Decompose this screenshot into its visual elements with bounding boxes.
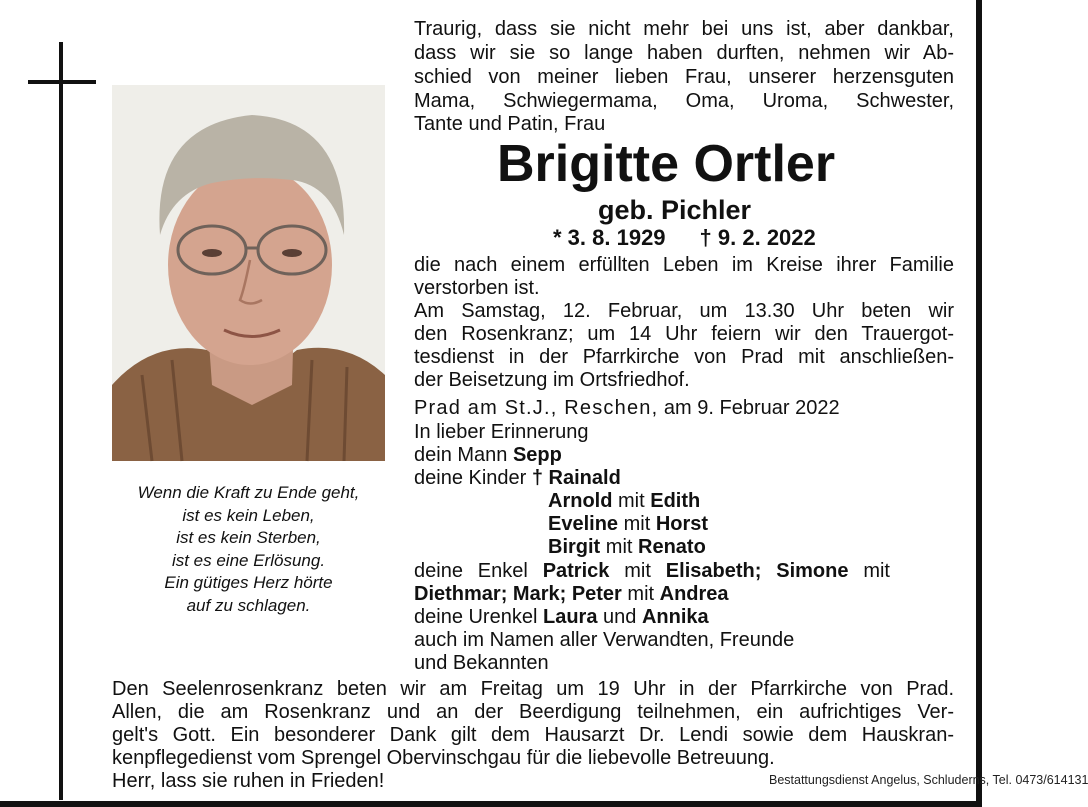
husband-label: dein Mann — [414, 444, 508, 466]
and-word: und — [603, 606, 637, 628]
cross-horizontal-bar — [28, 80, 96, 84]
closing-line: Den Seelenrosenkranz beten wir am Freitag um 19 Uhr in der Pfarrkirche von Prad. — [112, 678, 954, 700]
intro-line: Traurig, dass sie nicht mehr bei uns ist, aber dankbar, — [414, 18, 954, 40]
poem-line: ist es eine Erlösung. — [171, 550, 326, 570]
child-line — [548, 536, 706, 559]
relatives-line: auch im Namen aller Verwandten, Freunde — [414, 629, 795, 651]
child-name: Eveline — [548, 513, 619, 535]
notice-line: verstorben ist. — [414, 277, 540, 299]
service-line: den Rosenkranz; um 14 Uhr feiern wir den Trauergot- — [414, 323, 954, 345]
remembrance-intro: In lieber Erinnerung — [414, 421, 589, 443]
with-word: mit — [618, 490, 645, 512]
memorial-poem — [112, 482, 385, 617]
child-name: † Rainald — [531, 467, 621, 489]
service-line: Am Samstag, 12. Februar, um 13.30 Uhr beten wir — [414, 300, 954, 322]
grandchildren-label: deine Enkel — [414, 560, 528, 582]
poem-line: Wenn die Kraft zu Ende geht, — [137, 483, 360, 502]
with-word: mit — [623, 513, 651, 535]
funeral-home-credit: Bestattungsdienst Angelus, Schluderns, Tel. 0473/614131 — [769, 773, 1088, 787]
with-word: mit — [624, 560, 651, 582]
child-partner: Horst — [655, 513, 709, 535]
child-name: Birgit — [548, 536, 601, 558]
notice-date: am 9. Februar 2022 — [663, 397, 840, 419]
grandchild-name: Andrea — [659, 583, 729, 605]
great-grandchildren-label: deine Urenkel — [414, 606, 538, 628]
birth-date: * 3. 8. 1929 — [553, 225, 666, 250]
portrait-photo — [112, 85, 385, 461]
intro-line: dass wir sie so lange haben durften, nehmen wir Ab- — [414, 42, 954, 64]
husband-line — [414, 444, 562, 467]
cross-vertical-bar — [59, 42, 63, 800]
with-word: mit — [863, 560, 890, 582]
child-name: Arnold — [548, 490, 613, 512]
great-grandchild-name: Laura — [542, 606, 598, 628]
poem-line: ist es kein Sterben, — [176, 528, 321, 547]
service-line: tesdienst in der Pfarrkirche von Prad mit anschließen- — [414, 346, 954, 368]
great-grandchildren-line — [414, 606, 709, 629]
husband-name: Sepp — [512, 444, 562, 466]
death-date: † 9. 2. 2022 — [699, 225, 816, 250]
grandchild-name: Diethmar; Mark; Peter — [414, 583, 622, 605]
closing-line: Herr, lass sie ruhen in Frieden! — [112, 770, 385, 792]
great-grandchild-name: Annika — [641, 606, 709, 628]
intro-line: Tante und Patin, Frau — [414, 113, 606, 135]
intro-line: schied von meiner lieben Frau, unserer herzensguten — [414, 66, 954, 88]
grandchildren-line — [414, 560, 890, 583]
relatives-line: und Bekannten — [414, 652, 549, 674]
children-label: deine Kinder — [414, 467, 527, 489]
notice-line: die nach einem erfüllten Leben im Kreise ihrer Familie — [414, 254, 954, 276]
deceased-name: Brigitte Ortler — [497, 135, 836, 193]
grandchild-name: Patrick — [542, 560, 610, 582]
poem-line: auf zu schlagen. — [186, 595, 311, 615]
closing-line: Allen, die am Rosenkranz und an der Beerdigung teilnehmen, ein aufrichtiges Ver- — [112, 701, 954, 723]
grandchildren-line — [414, 583, 729, 606]
place: Prad am St.J., Reschen, — [414, 397, 659, 419]
with-word: mit — [627, 583, 655, 605]
children-line — [414, 467, 621, 490]
birth-name: geb. Pichler — [598, 195, 752, 225]
life-dates — [553, 225, 816, 251]
child-partner: Renato — [638, 536, 706, 558]
with-word: mit — [605, 536, 633, 558]
intro-line: Mama, Schwiegermama, Oma, Uroma, Schwester, — [414, 90, 954, 112]
poem-line: ist es kein Leben, — [182, 505, 315, 525]
place-and-date — [414, 397, 840, 420]
closing-line: gelt's Gott. Ein besonderer Dank gilt dem Hausarzt Dr. Lendi sowie dem Hauskran- — [112, 724, 954, 746]
grandchild-name: Elisabeth; Simone — [665, 560, 849, 582]
poem-line: Ein gütiges Herz hörte — [164, 573, 333, 592]
closing-line: kenpflegedienst vom Sprengel Obervinschgau für die liebevolle Betreuung. — [112, 747, 775, 769]
child-line — [548, 490, 700, 513]
service-line: der Beisetzung im Ortsfriedhof. — [414, 369, 690, 391]
child-partner: Edith — [650, 490, 701, 512]
portrait-illustration — [112, 85, 385, 461]
child-line — [548, 513, 708, 536]
